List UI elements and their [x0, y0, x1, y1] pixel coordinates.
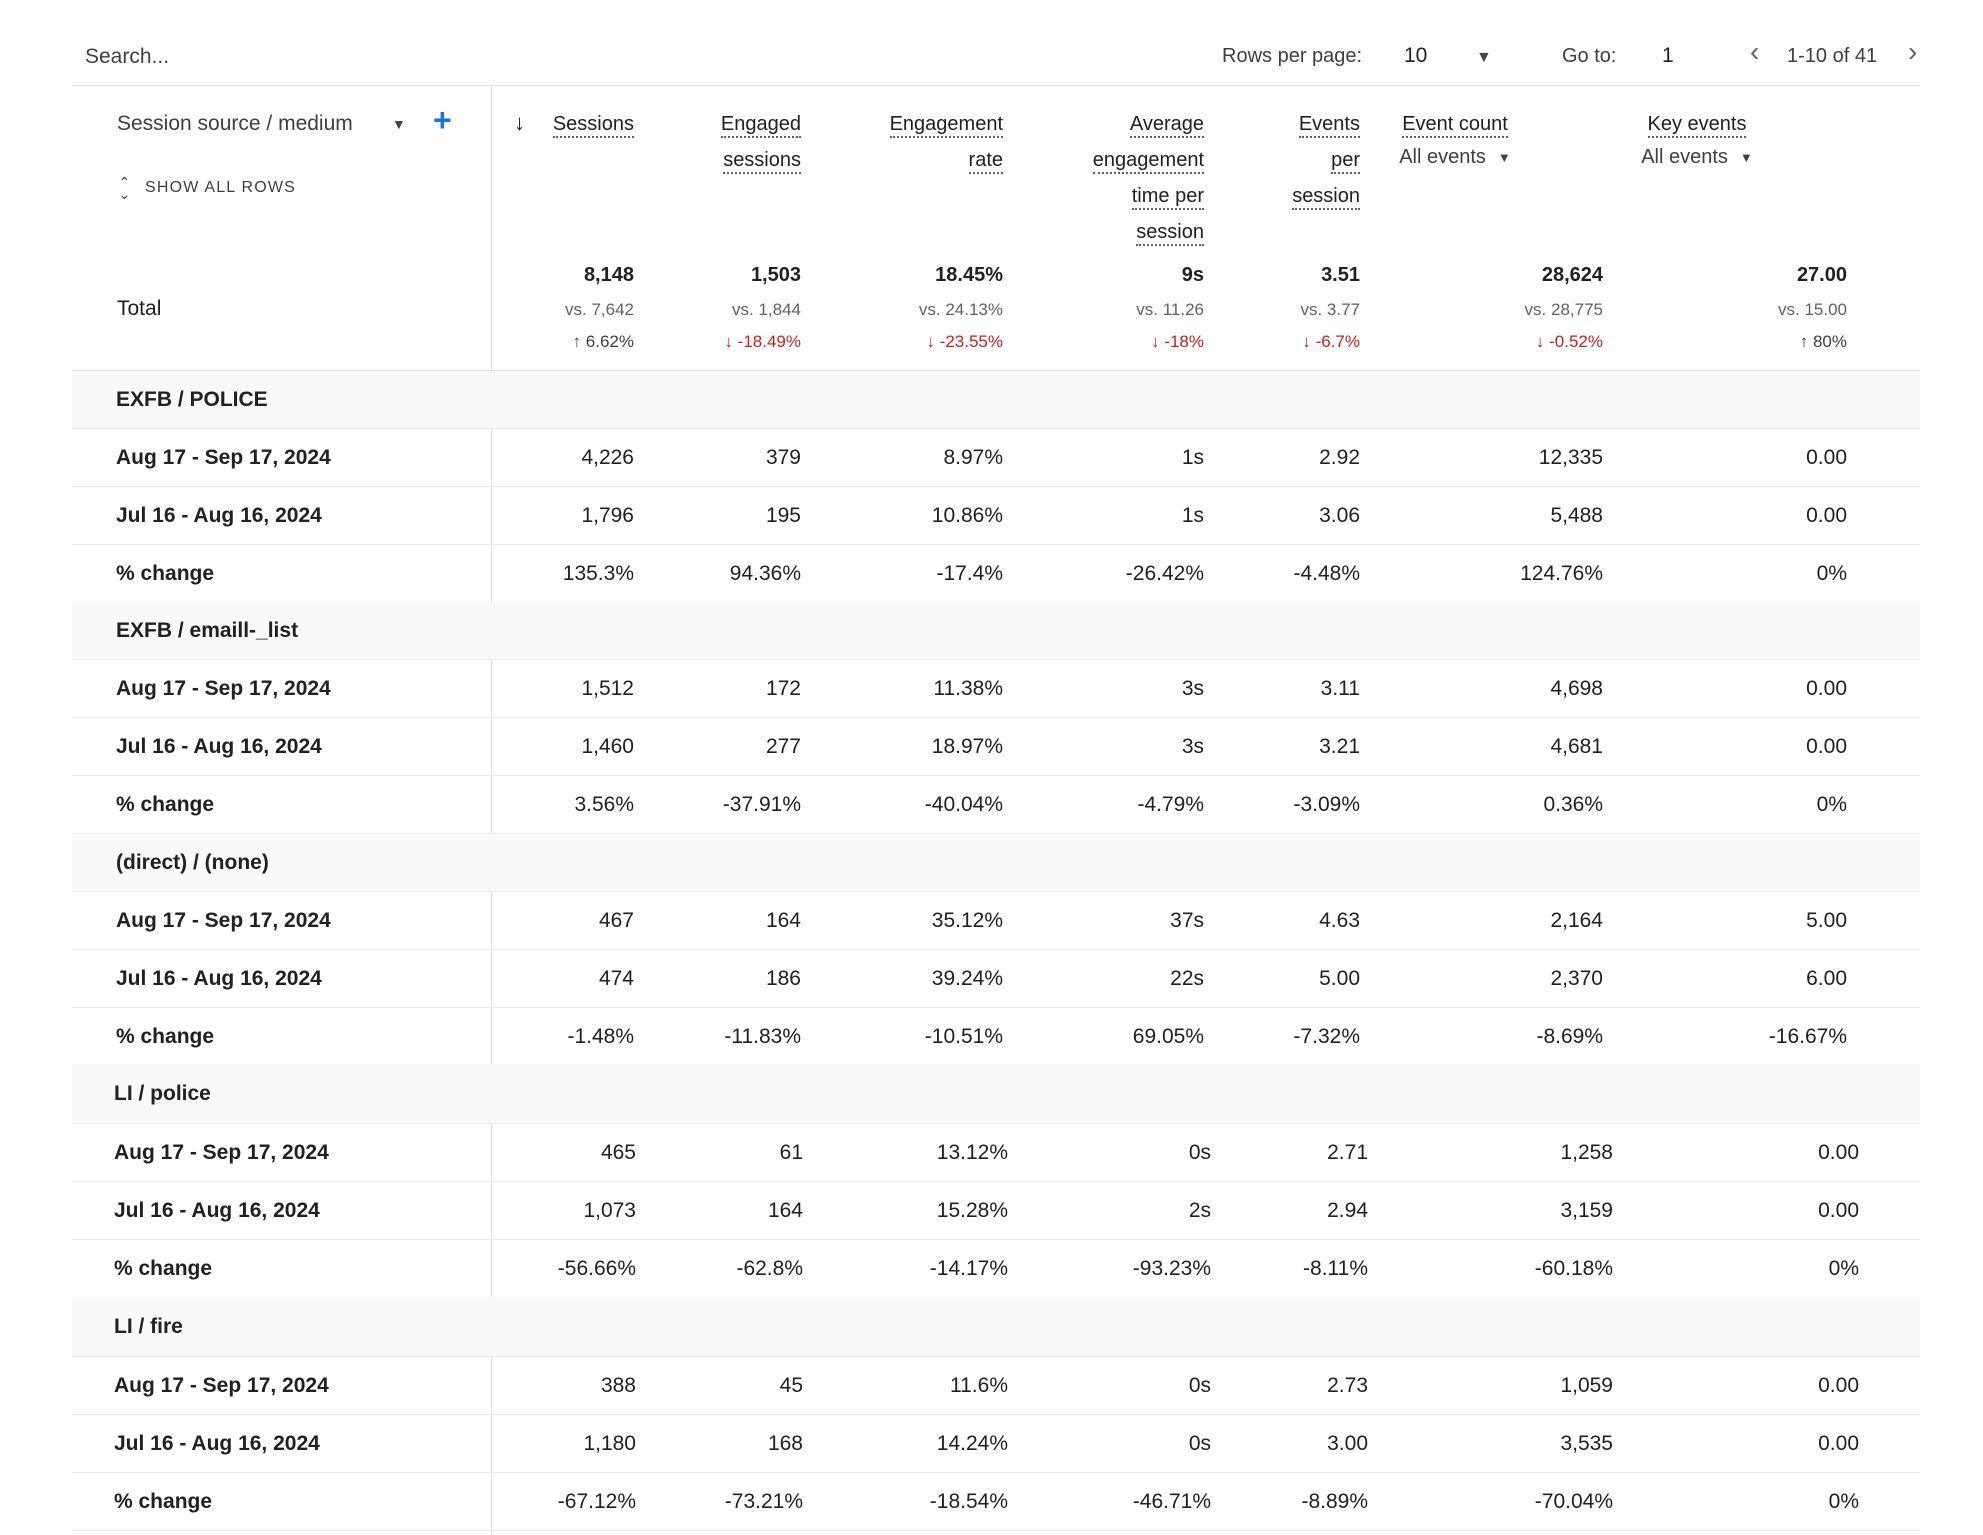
pagination-range: 1-10 of 41 [1787, 45, 1878, 67]
total-change-value: 80% [1812, 332, 1847, 351]
table-row[interactable] [72, 545, 1920, 603]
arrow-down-icon: ↓ [1535, 332, 1550, 351]
column-header-text: session [1136, 220, 1204, 246]
cell-sessions: 4,226 [581, 446, 634, 469]
total-value: 1,503 [750, 264, 801, 286]
cell-engrate: 18.97% [931, 735, 1003, 758]
total-change [573, 332, 634, 352]
row-label: Aug 17 - Sep 17, 2024 [114, 1141, 329, 1164]
cell-sessions: -56.66% [557, 1257, 636, 1280]
column-header-text: Engaged [721, 112, 801, 138]
event-filter-label: All events [1641, 146, 1728, 168]
goto-page-input[interactable]: 1 [1662, 44, 1674, 67]
total-row [72, 86, 1920, 371]
cell-engaged: -37.91% [722, 793, 801, 816]
add-dimension-icon[interactable]: + [433, 102, 452, 138]
column-header-text: Key events [1648, 112, 1747, 138]
cell-engaged: -11.83% [724, 1025, 801, 1048]
cell-keyevents: 0.00 [1806, 446, 1847, 469]
arrow-down-icon: ↓ [1302, 332, 1316, 351]
total-comparison: vs. 28,775 [1524, 300, 1603, 319]
total-change [1536, 332, 1603, 352]
cell-engrate: -40.04% [924, 793, 1003, 816]
arrow-down-icon: ↓ [926, 332, 940, 351]
cell-sessions: 388 [600, 1374, 636, 1397]
group-label: LI / fire [114, 1315, 183, 1338]
cell-engaged: -73.21% [724, 1490, 803, 1513]
cell-engrate: 10.86% [931, 504, 1003, 527]
column-header-text: sessions [723, 148, 801, 174]
cell-eventcount: 124.76% [1520, 562, 1603, 585]
cell-eventcount: 1,059 [1560, 1374, 1613, 1397]
cell-sessions: 3.56% [574, 793, 634, 816]
arrow-up-icon: ↑ [1799, 332, 1813, 351]
cell-engaged: 164 [767, 1199, 803, 1222]
cell-engrate: 39.24% [931, 967, 1003, 990]
cell-eventcount: 2,370 [1550, 967, 1603, 990]
rows-per-page-select[interactable]: 10 [1404, 44, 1428, 67]
table-row[interactable] [72, 950, 1920, 1008]
table-row[interactable] [72, 1415, 1920, 1473]
cell-eps: 3.21 [1319, 735, 1360, 758]
cell-eps: 4.63 [1319, 909, 1360, 932]
table-row[interactable] [72, 429, 1920, 487]
sort-descending-icon[interactable]: ↓ [514, 110, 525, 135]
cell-avgtime: 2s [1188, 1199, 1211, 1222]
cell-eventcount: 4,681 [1550, 735, 1603, 758]
cell-avgtime: 0s [1188, 1374, 1211, 1397]
table-toolbar [72, 0, 1920, 86]
chevron-right-icon[interactable]: › [1908, 36, 1918, 67]
total-comparison: vs. 11.26 [1136, 300, 1204, 319]
table-row[interactable] [72, 1357, 1920, 1415]
column-header-text: session [1292, 184, 1360, 210]
arrow-down-icon: ↓ [1151, 332, 1165, 351]
total-comparison: vs. 24.13% [918, 300, 1003, 319]
total-value: 28,624 [1541, 264, 1603, 286]
arrow-down-icon: ↓ [724, 332, 738, 351]
row-label: Jul 16 - Aug 16, 2024 [114, 1199, 320, 1222]
total-comparison: vs. 7,642 [565, 300, 634, 319]
cell-engaged: 186 [765, 967, 801, 990]
total-change-value: -23.55% [939, 332, 1003, 351]
search-input[interactable] [85, 44, 485, 70]
cell-eps: 5.00 [1319, 967, 1360, 990]
group-row[interactable] [72, 1297, 1920, 1357]
cell-engaged: 379 [765, 446, 801, 469]
cell-eps: 3.06 [1319, 504, 1360, 527]
cell-engrate: 14.24% [936, 1432, 1008, 1455]
cell-avgtime: 37s [1170, 909, 1204, 932]
caret-down-icon: ▼ [1739, 149, 1753, 165]
cell-sessions: 1,796 [581, 504, 634, 527]
cell-engrate: -17.4% [936, 562, 1003, 585]
total-change-value: -0.52% [1549, 332, 1603, 351]
cell-engaged: 168 [767, 1432, 803, 1455]
cell-sessions: -67.12% [557, 1490, 636, 1513]
cell-eps: -3.09% [1293, 793, 1360, 816]
total-value: 8,148 [583, 264, 634, 286]
cell-eps: -7.32% [1293, 1025, 1360, 1048]
caret-down-icon[interactable]: ▼ [1476, 49, 1492, 66]
cell-engrate: 35.12% [931, 909, 1003, 932]
group-row[interactable] [72, 371, 1920, 429]
arrow-up-icon: ↑ [572, 332, 586, 351]
cell-eps: 2.71 [1327, 1141, 1368, 1164]
rows-per-page-label: Rows per page: [1222, 45, 1363, 67]
row-label: % change [116, 1025, 215, 1048]
group-label: LI / police [114, 1082, 211, 1105]
row-label: % change [114, 1490, 213, 1513]
cell-engrate: -14.17% [929, 1257, 1008, 1280]
cell-keyevents: -16.67% [1768, 1025, 1847, 1048]
row-label: Jul 16 - Aug 16, 2024 [116, 735, 322, 758]
cell-engaged: 277 [765, 735, 801, 758]
total-comparison: vs. 1,844 [732, 300, 801, 319]
total-comparison: vs. 3.77 [1300, 300, 1360, 319]
cell-engrate: 13.12% [936, 1141, 1008, 1164]
cell-eventcount: 2,164 [1550, 909, 1603, 932]
table-row[interactable] [72, 660, 1920, 718]
cell-avgtime: -4.79% [1137, 793, 1204, 816]
cell-engaged: 195 [765, 504, 801, 527]
cell-avgtime: 1s [1181, 446, 1204, 469]
column-header-text: Engagement [890, 112, 1003, 138]
total-value: 3.51 [1321, 264, 1360, 286]
cell-eventcount: -70.04% [1534, 1490, 1613, 1513]
row-label: Aug 17 - Sep 17, 2024 [116, 909, 331, 932]
dimension-selector[interactable]: Session source / medium [117, 112, 353, 135]
total-value: 18.45% [935, 264, 1003, 286]
table-row[interactable] [72, 1182, 1920, 1240]
row-label: % change [116, 793, 215, 816]
cell-sessions: 465 [600, 1141, 636, 1164]
table-row[interactable] [72, 892, 1920, 950]
row-label: Jul 16 - Aug 16, 2024 [114, 1432, 320, 1455]
caret-down-icon[interactable]: ▼ [392, 116, 406, 132]
cell-engaged: 45 [779, 1374, 803, 1397]
cell-keyevents: 0.00 [1806, 504, 1847, 527]
cell-eventcount: 1,258 [1560, 1141, 1613, 1164]
cell-sessions: 1,073 [583, 1199, 636, 1222]
cell-eps: 3.11 [1320, 677, 1360, 700]
cell-avgtime: 3s [1181, 677, 1204, 700]
table-row[interactable] [72, 776, 1920, 834]
total-change [1151, 332, 1204, 352]
cell-sessions: 1,180 [583, 1432, 636, 1455]
unfold-icon: ⌃ ⌄ [118, 174, 132, 202]
group-label: EXFB / emaill-_list [116, 619, 299, 642]
cell-keyevents: 0.00 [1818, 1141, 1859, 1164]
cell-eventcount: -60.18% [1534, 1257, 1613, 1280]
cell-avgtime: -93.23% [1132, 1257, 1211, 1280]
cell-sessions: -1.48% [567, 1025, 634, 1048]
cell-engrate: 15.28% [936, 1199, 1008, 1222]
cell-eps: 3.00 [1327, 1432, 1368, 1455]
cell-keyevents: 0.00 [1818, 1432, 1859, 1455]
chevron-left-icon[interactable]: ‹ [1750, 36, 1760, 67]
row-label: Jul 16 - Aug 16, 2024 [116, 967, 322, 990]
table-row[interactable] [72, 1473, 1920, 1531]
cell-avgtime: 0s [1188, 1432, 1211, 1455]
cell-eps: -8.89% [1301, 1490, 1368, 1513]
total-change [926, 332, 1003, 352]
column-header-text: Events [1299, 112, 1360, 138]
row-label: % change [116, 562, 215, 585]
group-label: (direct) / (none) [116, 851, 269, 874]
cell-eventcount: 0.36% [1543, 793, 1603, 816]
total-change-value: -18.49% [737, 332, 801, 351]
cell-sessions: 135.3% [562, 562, 634, 585]
group-label: EXFB / POLICE [116, 388, 268, 411]
row-label: Aug 17 - Sep 17, 2024 [116, 446, 331, 469]
cell-engaged: 94.36% [729, 562, 801, 585]
cell-sessions: 474 [598, 967, 634, 990]
cell-eps: -8.11% [1303, 1257, 1368, 1280]
cell-engrate: -10.51% [924, 1025, 1003, 1048]
cell-eventcount: 5,488 [1550, 504, 1603, 527]
event-filter-label: All events [1399, 146, 1486, 168]
cell-eps: -4.48% [1293, 562, 1360, 585]
column-header-text: Sessions [553, 112, 634, 138]
cell-engrate: 11.38% [933, 677, 1003, 700]
total-change [1800, 332, 1847, 352]
show-all-rows-label: SHOW ALL ROWS [145, 179, 297, 197]
caret-down-icon: ▼ [1497, 149, 1511, 165]
row-label: Jul 16 - Aug 16, 2024 [116, 504, 322, 527]
column-header-text: per [1331, 148, 1360, 174]
cell-keyevents: 0% [1816, 562, 1847, 585]
cell-keyevents: 0.00 [1818, 1199, 1859, 1222]
goto-label: Go to: [1562, 45, 1617, 67]
cell-eps: 2.92 [1319, 446, 1360, 469]
cell-avgtime: 0s [1188, 1141, 1211, 1164]
total-change [724, 332, 801, 352]
cell-engaged: 164 [765, 909, 801, 932]
table-row[interactable] [72, 1124, 1920, 1182]
cell-eventcount: 3,535 [1560, 1432, 1613, 1455]
total-change-value: -18% [1164, 332, 1204, 351]
cell-engrate: -18.54% [929, 1490, 1008, 1513]
column-header-text: time per [1132, 184, 1204, 210]
total-change-value: 6.62% [585, 332, 634, 351]
cell-engaged: 61 [779, 1141, 803, 1164]
total-change [1302, 332, 1360, 352]
column-header-text: rate [969, 148, 1003, 174]
group-row[interactable] [72, 834, 1920, 892]
cell-sessions: 1,512 [581, 677, 634, 700]
cell-avgtime: -26.42% [1125, 562, 1204, 585]
table-row[interactable] [72, 1008, 1920, 1066]
row-label: % change [114, 1257, 213, 1280]
column-header-text: engagement [1093, 148, 1204, 174]
cell-engaged: -62.8% [736, 1257, 803, 1280]
cell-keyevents: 0% [1828, 1490, 1859, 1513]
cell-eventcount: 4,698 [1550, 677, 1603, 700]
cell-sessions: 1,460 [581, 735, 634, 758]
table-row[interactable] [72, 718, 1920, 776]
total-label: Total [117, 297, 162, 320]
cell-engaged: 172 [765, 677, 801, 700]
cell-keyevents: 5.00 [1806, 909, 1847, 932]
cell-eventcount: 12,335 [1538, 446, 1603, 469]
table-row[interactable] [72, 1240, 1920, 1298]
cell-avgtime: -46.71% [1132, 1490, 1211, 1513]
row-label: Aug 17 - Sep 17, 2024 [116, 677, 331, 700]
cell-avgtime: 69.05% [1132, 1025, 1204, 1048]
cell-avgtime: 22s [1170, 967, 1204, 990]
group-row[interactable] [72, 602, 1920, 660]
cell-sessions: 467 [598, 909, 634, 932]
cell-eps: 2.73 [1327, 1374, 1368, 1397]
total-value: 9s [1181, 264, 1204, 286]
total-change-value: -6.7% [1315, 332, 1360, 351]
group-row[interactable] [72, 1064, 1920, 1124]
cell-keyevents: 0.00 [1806, 677, 1847, 700]
cell-eventcount: -8.69% [1536, 1025, 1603, 1048]
cell-keyevents: 0% [1828, 1257, 1859, 1280]
cell-engrate: 8.97% [943, 446, 1003, 469]
row-label: Aug 17 - Sep 17, 2024 [114, 1374, 329, 1397]
cell-engrate: 11.6% [950, 1374, 1008, 1397]
cell-avgtime: 1s [1181, 504, 1204, 527]
cell-keyevents: 0% [1816, 793, 1847, 816]
cell-keyevents: 6.00 [1806, 967, 1847, 990]
cell-eps: 2.94 [1327, 1199, 1368, 1222]
total-value: 27.00 [1796, 264, 1847, 286]
column-header-text: Event count [1402, 112, 1508, 138]
cell-avgtime: 3s [1181, 735, 1204, 758]
table-row[interactable] [72, 487, 1920, 545]
total-comparison: vs. 15.00 [1778, 300, 1847, 319]
cell-eventcount: 3,159 [1560, 1199, 1613, 1222]
cell-keyevents: 0.00 [1818, 1374, 1859, 1397]
cell-keyevents: 0.00 [1806, 735, 1847, 758]
column-header-text: Average [1130, 112, 1204, 138]
